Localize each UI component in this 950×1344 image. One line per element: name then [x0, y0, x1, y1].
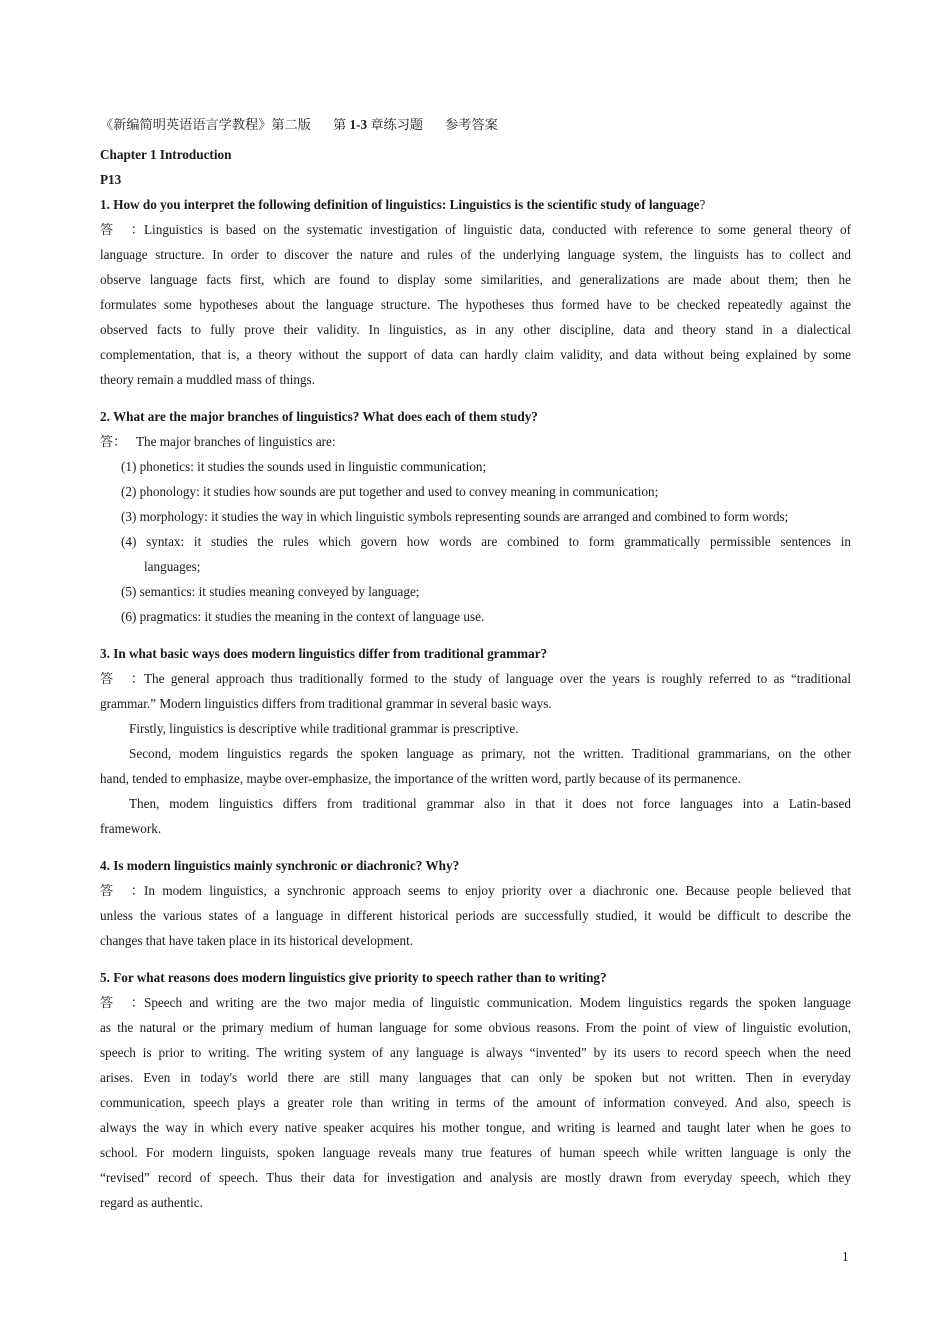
answer-5 — [100, 990, 851, 1215]
answer-line: “revised” record of speech. Thus their data for investigation and analysis are mostly drawn from everyday speech, which they — [100, 1170, 851, 1185]
answer-line: always the way in which every native speaker acquires his mother tongue, and writing is learned and taught later when he goes to — [100, 1120, 851, 1135]
answer-line: as the natural or the primary medium of human language for some obvious reasons. From the point of view of linguistic evolution, — [100, 1020, 851, 1035]
answer-line: 答：Linguistics is based on the systematic investigation of linguistic data, conducted with reference to some general theory of — [100, 217, 851, 242]
answer-line: observe language facts first, which are found to display some similarities, and generalizations are made about them; then he — [100, 272, 851, 287]
list-item: (4) syntax: it studies the rules which govern how words are combined to form grammatically permissible sentences in — [121, 534, 851, 549]
answer-label: 答： — [100, 222, 144, 237]
answer-label: 答： — [100, 995, 144, 1010]
list-item: (3) morphology: it studies the way in which linguistic symbols representing sounds are arranged and combined to form words; — [121, 509, 789, 524]
answer-line: school. For modern linguists, spoken language reveals many true features of human speech while written language is only the — [100, 1145, 851, 1160]
document-page — [100, 112, 851, 1215]
answers-label: 参考答案 — [445, 117, 498, 132]
question-4: 4. Is modern linguistics mainly synchronic or diachronic? Why? — [100, 858, 460, 873]
question-1: 1. How do you interpret the following definition of linguistics: Linguistics is the scientific study of language? — [100, 197, 706, 212]
answer-line: speech is prior to writing. The writing system of any language is always “invented” by its users to record speech when the need — [100, 1045, 851, 1060]
chapter-range: 第 1-3 章练习题 — [333, 117, 424, 132]
paragraph-line: Second, modem linguistics regards the spoken language as primary, not the written. Traditional grammarians, on the other — [129, 746, 851, 761]
answer-label: 答： — [100, 883, 144, 898]
document-header — [100, 112, 851, 137]
paragraph-line: hand, tended to emphasize, maybe over-emphasize, the importance of the written word, partly because of its permanence. — [100, 771, 741, 786]
answer-3 — [100, 666, 851, 716]
page-number: 1 — [842, 1249, 849, 1264]
list-item: (2) phonology: it studies how sounds are put together and used to convey meaning in communication; — [121, 484, 659, 499]
answer-line: changes that have taken place in its historical development. — [100, 933, 414, 948]
answer-line: observed facts to fully prove their validity. In linguistics, as in any other discipline, data and theory stand in a dialectical — [100, 322, 851, 337]
answer-3-paragraphs — [100, 716, 851, 841]
question-3: 3. In what basic ways does modern linguistics differ from traditional grammar? — [100, 646, 548, 661]
answer-line: 答：Speech and writing are the two major media of linguistic communication. Modem linguistics regards the spoken language — [100, 990, 851, 1015]
paragraph-line: framework. — [100, 821, 162, 836]
book-title: 《新编简明英语语言学教程》第二版 — [100, 117, 311, 132]
answer-label: 答： — [100, 671, 144, 686]
answer-line: formulates some hypotheses about the language structure. The hypotheses thus formed have to be checked repeatedly against the — [100, 297, 851, 312]
answer-line: 答：In modem linguistics, a synchronic approach seems to enjoy priority over a diachronic one. Because people believed that — [100, 878, 851, 903]
answer-line: grammar.” Modern linguistics differs from traditional grammar in several basic ways. — [100, 696, 552, 711]
list-item: (6) pragmatics: it studies the meaning in the context of language use. — [121, 609, 485, 624]
answer-1 — [100, 217, 851, 392]
answer-line: arises. Even in today's world there are still many languages that can only be spoken but not written. Then in everyday — [100, 1070, 851, 1085]
answer-line: theory remain a muddled mass of things. — [100, 372, 315, 387]
chapter-title: Chapter 1 Introduction — [100, 147, 232, 162]
answer-2-intro: 答： The major branches of linguistics are: — [100, 434, 336, 449]
answer-line: unless the various states of a language in different historical periods are successfully studied, it would be difficult to describe the — [100, 908, 851, 923]
page-reference: P13 — [100, 172, 122, 187]
answer-line: language structure. In order to discover the nature and rules of the underlying language system, the linguists has to collect and — [100, 247, 851, 262]
list-item-continuation: languages; — [144, 559, 201, 574]
answer-line: regard as authentic. — [100, 1195, 203, 1210]
paragraph-line: Firstly, linguistics is descriptive while traditional grammar is prescriptive. — [129, 721, 519, 736]
list-item: (5) semantics: it studies meaning conveyed by language; — [121, 584, 420, 599]
paragraph-line: Then, modem linguistics differs from traditional grammar also in that it does not force languages into a Latin-based — [129, 796, 851, 811]
answer-4 — [100, 878, 851, 953]
question-2: 2. What are the major branches of linguistics? What does each of them study? — [100, 409, 538, 424]
list-item: (1) phonetics: it studies the sounds used in linguistic communication; — [121, 459, 487, 474]
answer-line: complementation, that is, a theory without the support of data can hardly claim validity, and data without being explained by some — [100, 347, 851, 362]
answer-line: communication, speech plays a greater role than writing in terms of the amount of information conveyed. And also, speech is — [100, 1095, 851, 1110]
answer-line: 答：The general approach thus traditionally formed to the study of language over the years is roughly referred to as “traditional — [100, 666, 851, 691]
question-5: 5. For what reasons does modern linguistics give priority to speech rather than to writing? — [100, 970, 607, 985]
